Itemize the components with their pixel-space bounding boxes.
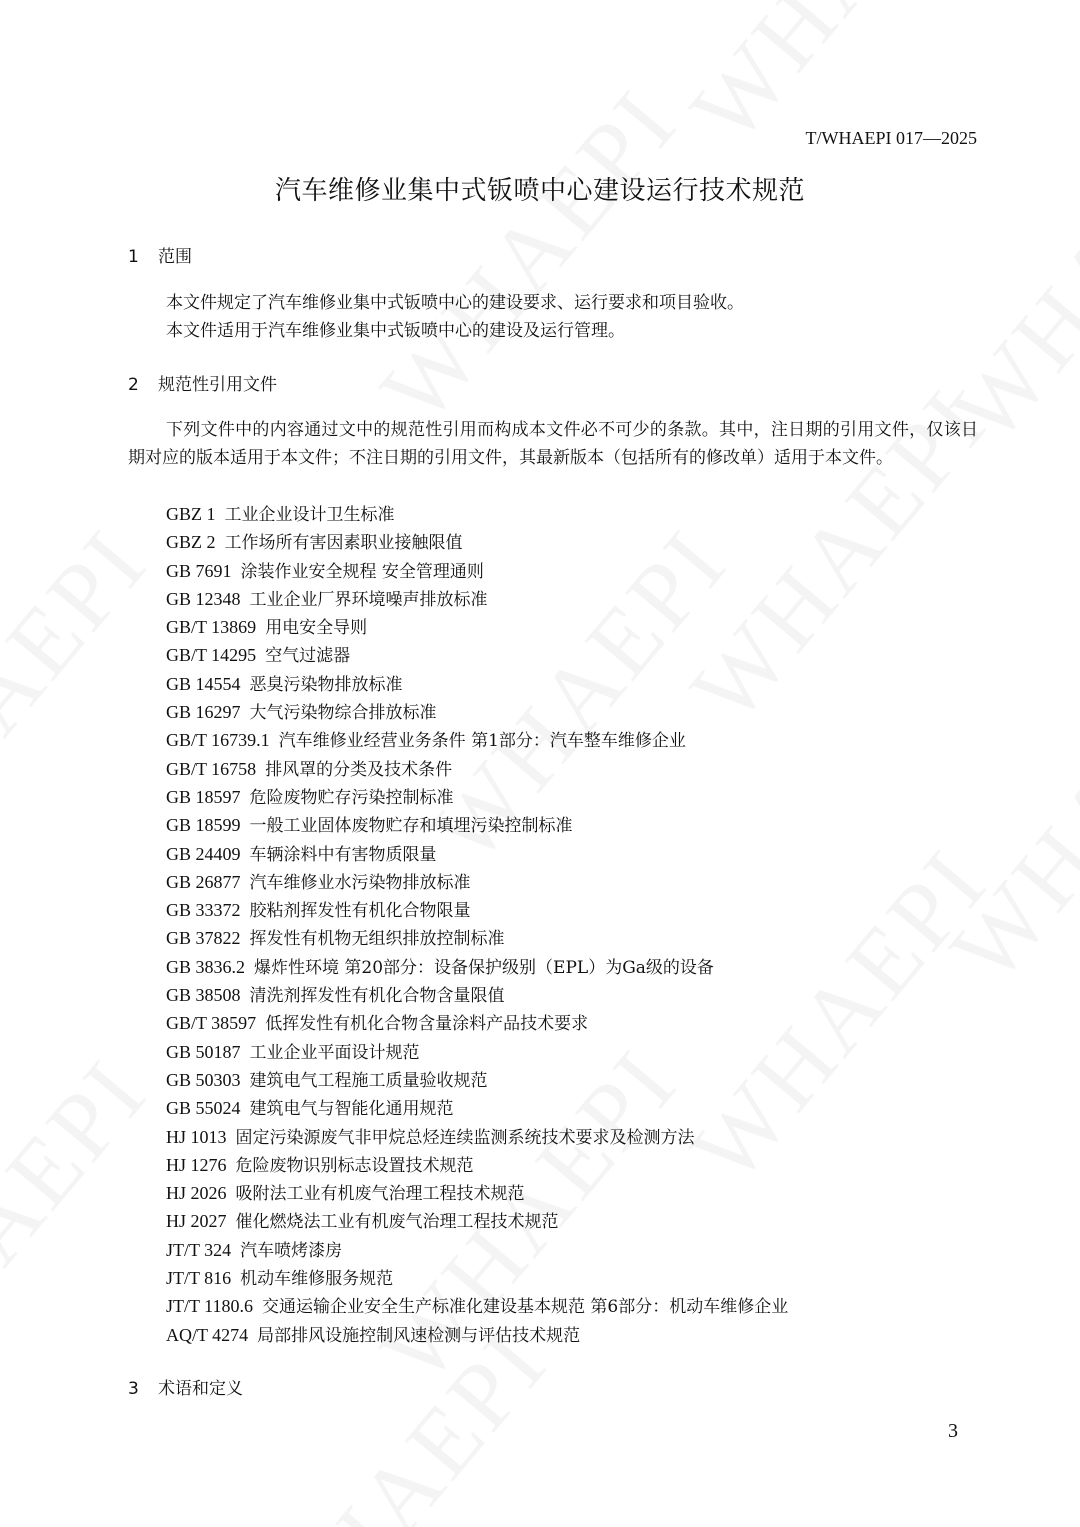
reference-code: HJ 1013 xyxy=(166,1126,227,1147)
reference-item xyxy=(166,1264,788,1292)
reference-title: 车辆涂料中有害物质限量 xyxy=(249,844,437,865)
reference-code: GB 7691 xyxy=(166,560,232,581)
reference-title: 工业企业厂界环境噪声排放标准 xyxy=(249,589,488,610)
reference-code: GB 18599 xyxy=(166,815,241,836)
reference-title: 清洗剂挥发性有机化合物含量限值 xyxy=(249,986,505,1007)
reference-code: GB/T 38597 xyxy=(166,1013,257,1034)
reference-code: GB 18597 xyxy=(166,786,241,807)
reference-item xyxy=(166,726,788,754)
reference-item xyxy=(166,924,788,952)
reference-code: GBZ 2 xyxy=(166,532,216,553)
reference-title: 汽车维修业水污染物排放标准 xyxy=(249,872,471,893)
reference-item xyxy=(166,585,788,613)
reference-title: 危险废物识别标志设置技术规范 xyxy=(235,1155,474,1176)
reference-title: 机动车维修服务规范 xyxy=(240,1269,394,1290)
reference-code: AQ/T 4274 xyxy=(166,1324,249,1345)
reference-title: 爆炸性环境 第20部分：设备保护级别（EPL）为Ga级的设备 xyxy=(254,957,714,978)
reference-title: 吸附法工业有机废气治理工程技术规范 xyxy=(235,1184,525,1205)
watermark xyxy=(358,68,698,444)
section-title: 术语和定义 xyxy=(158,1379,243,1399)
reference-item xyxy=(166,1038,788,1066)
reference-item xyxy=(166,641,788,669)
watermark xyxy=(0,508,169,884)
section-number: 1 xyxy=(128,247,139,267)
reference-code: HJ 1276 xyxy=(166,1154,227,1175)
reference-title: 低挥发性有机化合物含量涂料产品技术要求 xyxy=(265,1014,589,1035)
reference-title: 建筑电气与智能化通用规范 xyxy=(249,1099,454,1120)
section-title: 范围 xyxy=(158,247,192,267)
reference-item xyxy=(166,500,788,528)
reference-title: 工业企业平面设计规范 xyxy=(249,1042,420,1063)
reference-item xyxy=(166,528,788,556)
section-3-heading xyxy=(128,1374,243,1399)
reference-item xyxy=(166,1179,788,1207)
reference-code: JT/T 324 xyxy=(166,1239,232,1260)
reference-code: GB 16297 xyxy=(166,702,241,723)
reference-title: 排风罩的分类及技术条件 xyxy=(265,759,453,780)
reference-code: GB 14554 xyxy=(166,673,241,694)
reference-code: HJ 2026 xyxy=(166,1183,227,1204)
section-title: 规范性引用文件 xyxy=(158,375,277,395)
section-2-heading xyxy=(128,370,277,395)
reference-item xyxy=(166,953,788,981)
reference-item xyxy=(166,755,788,783)
reference-item xyxy=(166,557,788,585)
reference-title: 涂装作业安全规程 安全管理通则 xyxy=(240,561,484,582)
watermark xyxy=(0,1038,169,1414)
reference-item xyxy=(166,1066,788,1094)
reference-item xyxy=(166,896,788,924)
reference-code: GB 50187 xyxy=(166,1041,241,1062)
section-number: 3 xyxy=(128,1379,139,1399)
reference-title: 工业企业设计卫生标准 xyxy=(224,505,395,525)
reference-title: 固定污染源废气非甲烷总烃连续监测系统技术要求及检测方法 xyxy=(235,1127,695,1148)
reference-title: 大气污染物综合排放标准 xyxy=(249,703,437,724)
reference-title: 汽车喷烤漆房 xyxy=(240,1240,343,1261)
reference-item xyxy=(166,1207,788,1235)
reference-title: 恶臭污染物排放标准 xyxy=(249,674,403,695)
reference-item xyxy=(166,698,788,726)
reference-code: GB/T 14295 xyxy=(166,645,257,666)
reference-list xyxy=(166,500,788,1349)
reference-title: 局部排风设施控制风速检测与评估技术规范 xyxy=(257,1325,581,1346)
reference-title: 一般工业固体废物贮存和填埋污染控制标准 xyxy=(249,816,573,837)
reference-code: GB 3836.2 xyxy=(166,956,246,977)
reference-code: GB 24409 xyxy=(166,843,241,864)
scope-paragraph: 本文件规定了汽车维修业集中式钣喷中心的建设要求、运行要求和项目验收。 xyxy=(166,293,744,313)
reference-item xyxy=(166,783,788,811)
reference-title: 挥发性有机物无组织排放控制标准 xyxy=(249,929,505,950)
reference-title: 汽车维修业经营业务条件 第1部分：汽车整车维修企业 xyxy=(278,731,686,752)
reference-item xyxy=(166,981,788,1009)
reference-item xyxy=(166,1321,788,1349)
document-title: 汽车维修业集中式钣喷中心建设运行技术规范 xyxy=(274,176,805,206)
reference-item xyxy=(166,811,788,839)
normative-references-paragraph: 下列文件中的内容通过文中的规范性引用而构成本文件必不可少的条款。其中，注日期的引用文件，仅该日期对应的版本适用于本文件；不注日期的引用文件，其最新版本（包括所有的修改单）适用于本文件。 xyxy=(128,420,978,468)
reference-item xyxy=(166,1236,788,1264)
reference-title: 危险废物贮存污染控制标准 xyxy=(249,787,454,808)
reference-code: GB/T 16758 xyxy=(166,758,257,779)
reference-title: 催化燃烧法工业有机废气治理工程技术规范 xyxy=(235,1212,559,1233)
reference-code: GB 12348 xyxy=(166,588,241,609)
reference-title: 工作场所有害因素职业接触限值 xyxy=(224,533,463,554)
reference-title: 交通运输企业安全生产标准化建设基本规范 第6部分：机动车维修企业 xyxy=(262,1297,789,1318)
reference-code: HJ 2027 xyxy=(166,1211,227,1232)
reference-code: JT/T 1180.6 xyxy=(166,1296,254,1317)
reference-title: 用电安全导则 xyxy=(265,618,368,639)
section-1-heading xyxy=(128,242,192,267)
reference-code: GB 38508 xyxy=(166,985,241,1006)
watermark xyxy=(928,628,1080,1004)
reference-item xyxy=(166,613,788,641)
section-number: 2 xyxy=(128,375,139,395)
reference-title: 空气过滤器 xyxy=(265,646,351,667)
reference-item xyxy=(166,1151,788,1179)
reference-code: GBZ 1 xyxy=(166,504,216,524)
reference-item xyxy=(166,1094,788,1122)
reference-item xyxy=(166,1123,788,1151)
reference-code: GB 33372 xyxy=(166,900,241,921)
standard-code: T/WHAEPI 017—2025 xyxy=(805,128,977,148)
reference-code: GB/T 16739.1 xyxy=(166,730,270,751)
reference-item xyxy=(166,1009,788,1037)
reference-code: GB/T 13869 xyxy=(166,617,257,638)
reference-item xyxy=(166,868,788,896)
scope-paragraph: 本文件适用于汽车维修业集中式钣喷中心的建设及运行管理。 xyxy=(166,321,625,341)
reference-item xyxy=(166,1292,788,1320)
reference-code: GB 55024 xyxy=(166,1098,241,1119)
reference-code: JT/T 816 xyxy=(166,1268,232,1289)
reference-code: GB 26877 xyxy=(166,871,241,892)
reference-item xyxy=(166,670,788,698)
reference-item xyxy=(166,840,788,868)
reference-code: GB 37822 xyxy=(166,928,241,949)
reference-title: 建筑电气工程施工质量验收规范 xyxy=(249,1070,488,1091)
reference-title: 胶粘剂挥发性有机化合物限量 xyxy=(249,901,471,922)
page-number: 3 xyxy=(948,1420,958,1442)
reference-code: GB 50303 xyxy=(166,1069,241,1090)
